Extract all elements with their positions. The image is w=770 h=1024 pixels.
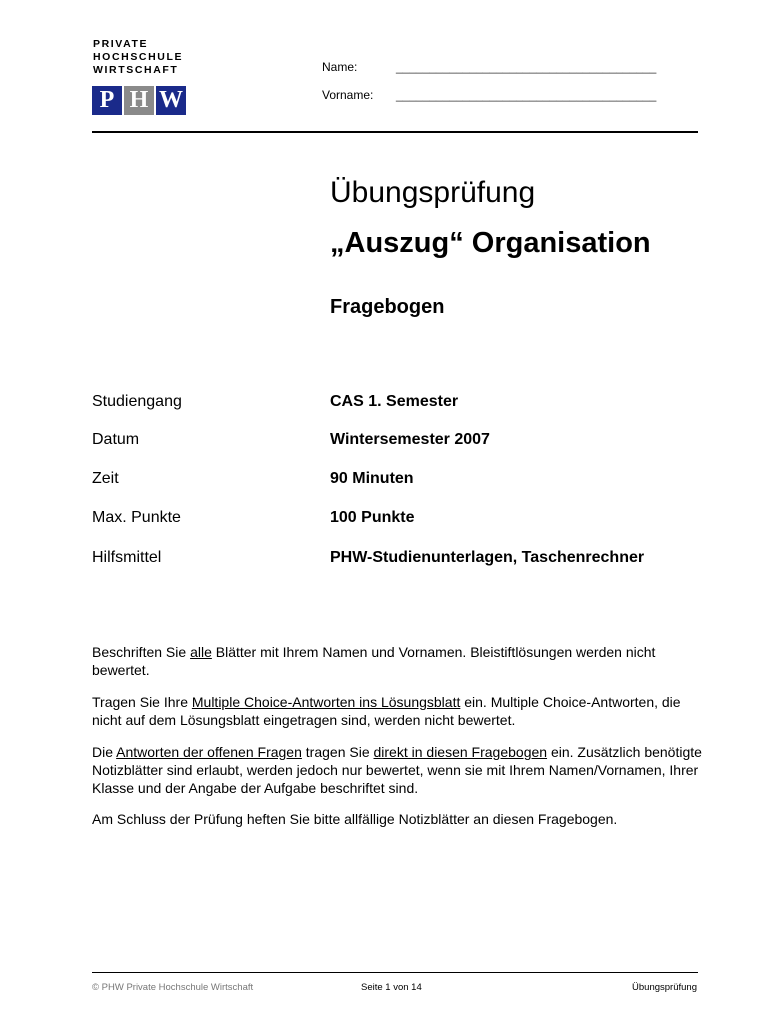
page-title: Übungsprüfung: [330, 176, 536, 209]
name-label: Name:: [322, 60, 358, 74]
document-type: Fragebogen: [330, 296, 445, 318]
footer-copyright: © PHW Private Hochschule Wirtschaft: [92, 982, 254, 993]
footer-page-number: Seite 1 von 14: [361, 982, 422, 993]
p1-text-a: Beschriften Sie: [92, 644, 191, 660]
logo-line-1: PRIVATE: [93, 38, 149, 50]
instruction-paragraph-1: [92, 643, 702, 679]
p3-text-c: ein. Zusätzlich benötigte Notizblätter sind erlaubt, werden jedoch nur bewertet, wenn sie mit Ihrem Namen/Vornamen, Ihrer Klasse und der Angabe der Aufgabe beschriftet sind.: [92, 744, 702, 796]
header-divider: [92, 131, 698, 133]
p2-text-a: Tragen Sie Ihre: [92, 694, 192, 710]
instruction-paragraph-4: Am Schluss der Prüfung heften Sie bitte allfällige Notizblätter an diesen Fragebogen.: [92, 811, 618, 827]
vorname-field[interactable]: _______________________________________: [396, 88, 657, 102]
phw-logo-mark: [92, 86, 186, 115]
footer-document-name: Übungsprüfung: [632, 982, 697, 993]
p3-text-b: tragen Sie: [301, 744, 374, 760]
p1-underlined: alle: [190, 644, 212, 660]
info-value-studiengang: CAS 1. Semester: [330, 393, 459, 410]
subject-title: „Auszug“ Organisation: [330, 227, 651, 259]
instruction-paragraph-3: [92, 743, 702, 797]
footer-divider: [92, 972, 698, 973]
logo-letter-h: H: [124, 86, 154, 115]
info-value-zeit: 90 Minuten: [330, 470, 414, 487]
logo-line-2: HOCHSCHULE: [93, 51, 184, 63]
info-value-hilfsmittel: PHW-Studienunterlagen, Taschenrechner: [330, 549, 645, 566]
info-value-punkte: 100 Punkte: [330, 509, 415, 526]
p2-text-b: ein. Multiple Choice-Antworten, die nicht auf dem Lösungsblatt eingetragen sind, werden nicht bewertet.: [92, 694, 681, 728]
info-label-hilfsmittel: Hilfsmittel: [92, 549, 162, 566]
info-label-zeit: Zeit: [92, 470, 119, 487]
p1-text-b: Blätter mit Ihrem Namen und Vornamen. Bleistiftlösungen werden nicht bewertet.: [92, 644, 656, 678]
info-label-datum: Datum: [92, 431, 140, 448]
logo-line-3: WIRTSCHAFT: [93, 64, 179, 76]
info-value-datum: Wintersemester 2007: [330, 431, 490, 448]
info-label-punkte: Max. Punkte: [92, 509, 181, 526]
p3-underlined-1: Antworten der offenen Fragen: [116, 744, 302, 760]
logo-letter-w: W: [156, 86, 186, 115]
p3-text-a: Die: [92, 744, 117, 760]
info-label-studiengang: Studiengang: [92, 393, 182, 410]
vorname-label: Vorname:: [322, 88, 374, 102]
p2-underlined: Multiple Choice-Antworten ins Lösungsblatt: [191, 694, 461, 710]
instruction-paragraph-2: [92, 693, 702, 729]
p3-underlined-2: direkt in diesen Fragebogen: [373, 744, 548, 760]
logo-letter-p: P: [92, 86, 122, 115]
name-field[interactable]: _______________________________________: [396, 60, 657, 74]
institution-logo-text: [93, 38, 183, 77]
